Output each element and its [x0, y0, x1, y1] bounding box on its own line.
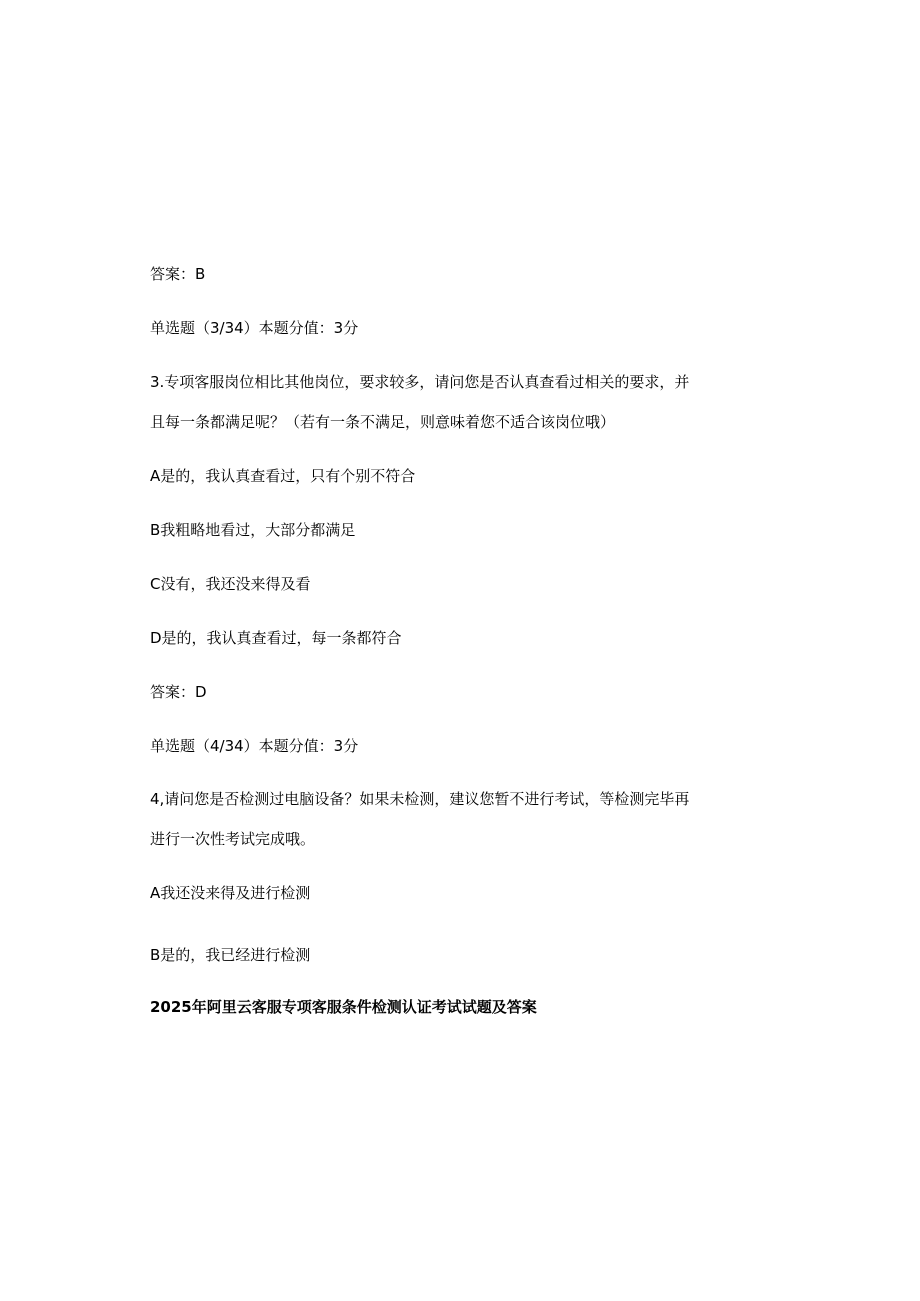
question-3-option-b: B我粗略地看过，大部分都满足 — [150, 521, 356, 539]
question-4-text-line-1: 4,请问您是否检测过电脑设备？如果未检测，建议您暂不进行考试，等检测完毕再 — [150, 790, 690, 808]
question-3-header: 单选题（3/34）本题分值：3分 — [150, 319, 359, 337]
question-3-option-d: D是的，我认真查看过，每一条都符合 — [150, 629, 402, 647]
question-4-option-a: A我还没来得及进行检测 — [150, 884, 311, 902]
question-3-option-c: C没有，我还没来得及看 — [150, 575, 311, 593]
question-4-text-line-2: 进行一次性考试完成哦。 — [150, 830, 316, 848]
question-3-text-line-1: 3.专项客服岗位相比其他岗位，要求较多，请问您是否认真查看过相关的要求，并 — [150, 373, 690, 391]
question-3-text-line-2: 且每一条都满足呢？（若有一条不满足，则意味着您不适合该岗位哦） — [150, 413, 616, 431]
document-title: 2025年阿里云客服专项客服条件检测认证考试试题及答案 — [150, 998, 537, 1016]
question-3-answer: 答案：D — [150, 683, 207, 701]
question-3-option-a: A是的，我认真查看过，只有个别不符合 — [150, 467, 416, 485]
question-4-header: 单选题（4/34）本题分值：3分 — [150, 737, 359, 755]
question-4-option-b: B是的，我已经进行检测 — [150, 946, 311, 964]
previous-answer: 答案：B — [150, 265, 206, 283]
